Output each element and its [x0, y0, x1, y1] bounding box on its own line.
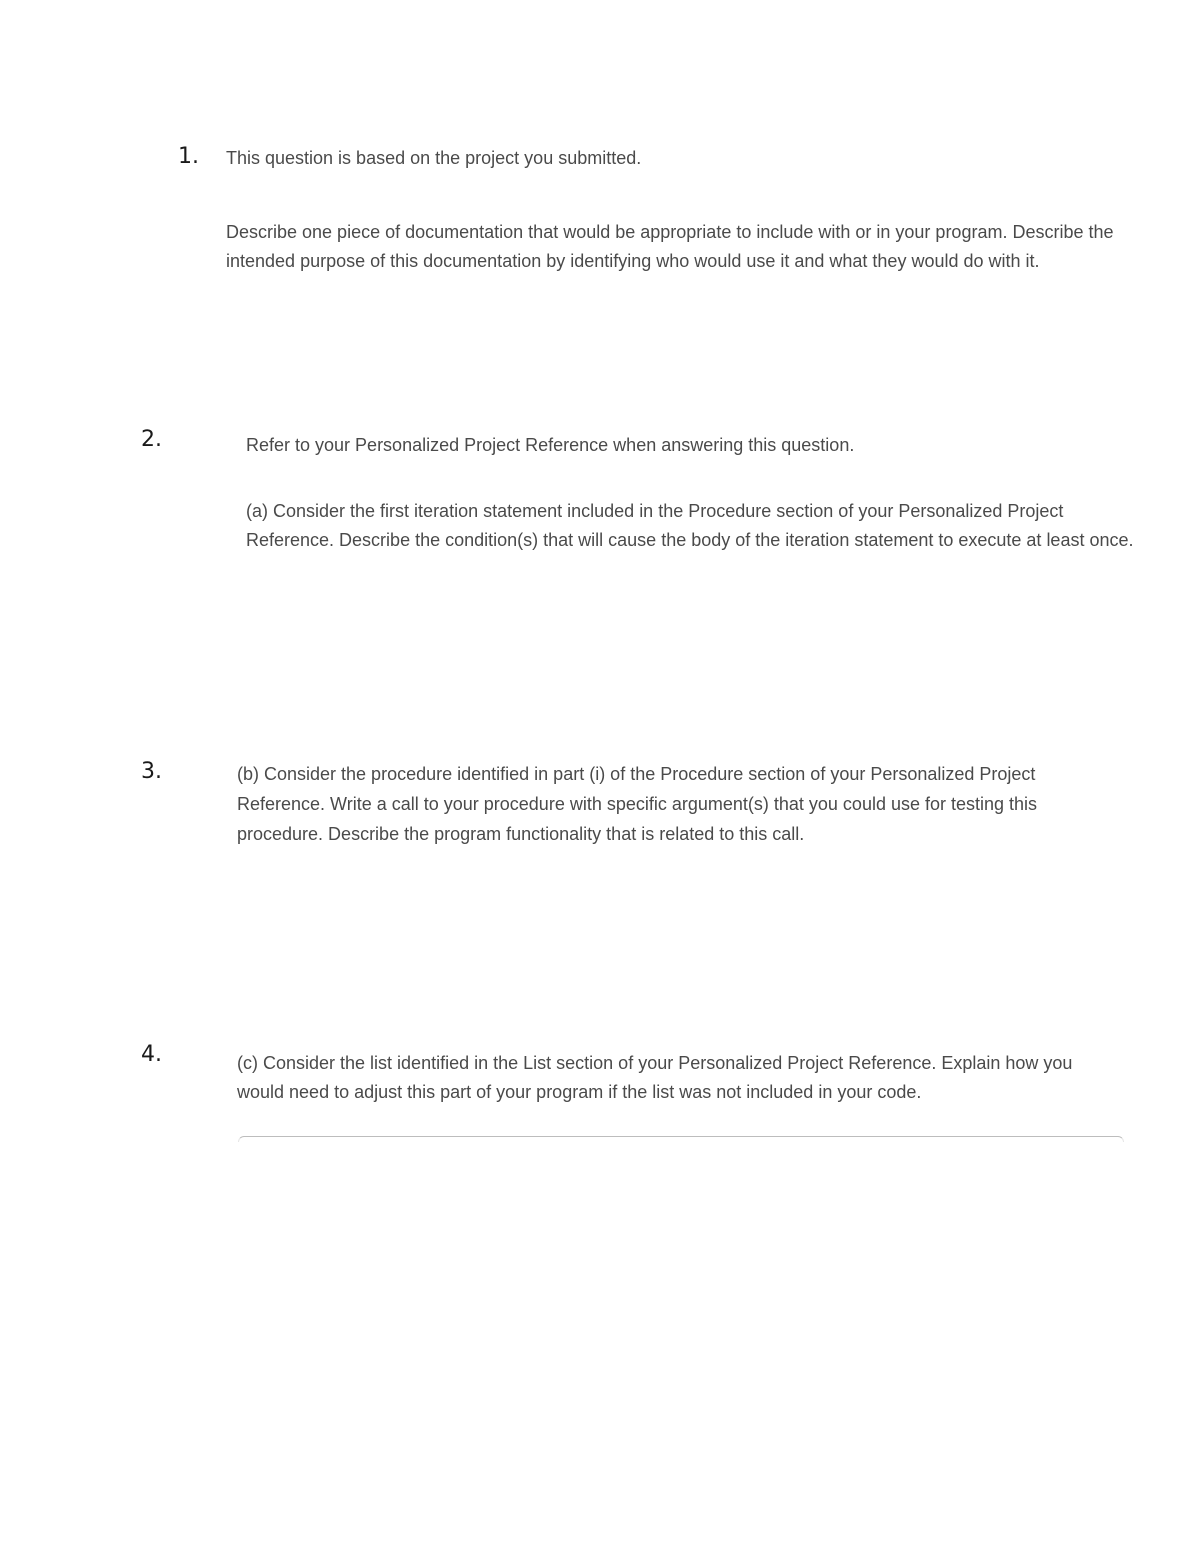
question-1-number: 1. [178, 144, 199, 169]
question-1-intro: This question is based on the project you submitted. [226, 148, 642, 168]
question-4-number: 4. [141, 1042, 162, 1067]
answer-box-edge[interactable] [238, 1136, 1124, 1142]
question-1-prompt: Describe one piece of documentation that would be appropriate to include with or in your program. Describe the intended purpose of this documentation by identifying who would use it and what they would do with it. [226, 222, 1114, 271]
question-2-number: 2. [141, 427, 162, 452]
question-3-number: 3. [141, 759, 162, 784]
question-3-prompt: (b) Consider the procedure identified in part (i) of the Procedure section of your Personalized Project Reference. Write a call to your procedure with specific argument(s) that you could use for testing this procedure. Describe the program functionality that is related to this call. [237, 764, 1038, 844]
question-4-prompt: (c) Consider the list identified in the List section of your Personalized Project Reference. Explain how you would need to adjust this part of your program if the list was not included in your code. [237, 1053, 1073, 1102]
question-2-intro: Refer to your Personalized Project Reference when answering this question. [246, 435, 855, 455]
question-2-prompt: (a) Consider the first iteration statement included in the Procedure section of your Personalized Project Reference. Describe the condition(s) that will cause the body of the iteration statement to execute at least once. [246, 501, 1134, 550]
